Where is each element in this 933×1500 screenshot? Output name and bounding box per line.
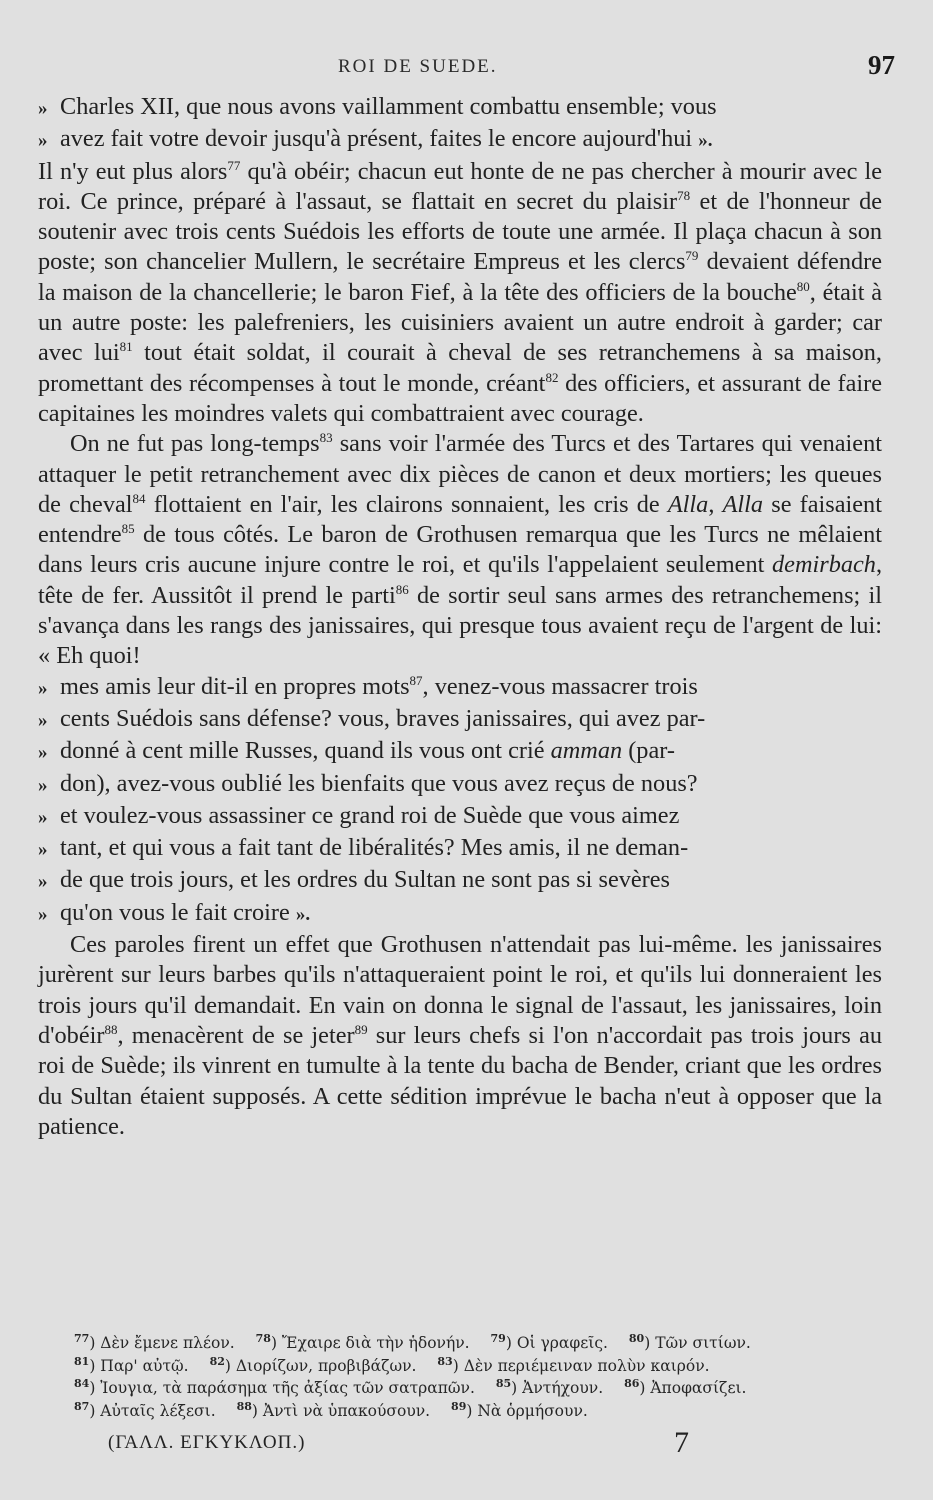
footnote-ref: 77 bbox=[227, 157, 241, 173]
quote-mark: » bbox=[38, 742, 48, 764]
quote-mark: ». bbox=[698, 130, 713, 152]
footnote: $^{79}$) Οἱ γραφεῖς. bbox=[490, 1332, 608, 1352]
footnote-line bbox=[74, 1377, 864, 1400]
footnote-ref: 88 bbox=[104, 1021, 118, 1037]
footnote: $^{85}$) Ἀντήχουν. bbox=[495, 1377, 604, 1397]
footnote-ref: 89 bbox=[354, 1021, 368, 1037]
footnote-ref: 85 bbox=[121, 521, 135, 537]
footnote-ref: 87 bbox=[409, 672, 423, 688]
quote-mark: ». bbox=[295, 903, 311, 925]
paragraph-3: Ces paroles firent un effet que Grothusen n'attendait pas lui-même. les janissaires jurèrent sur leurs barbes qu'ils n'attaqueraient point le roi, et qu'ils lui donneraient les trois jours qu'il demandait. En vain on donna le signal de l'assaut, les janissaires, loin d'obéir$^{88}$, menacèrent de se jeter$^{89}$ sur leurs chefs si l'on n'accordait pas trois jours au roi de Suède; ils vinrent en tumulte à la tente du bacha de Bender, criant que les ordres du Sultan étaient supposés. A cette sédition imprévue le bacha n'eut à opposer que la patience. bbox=[38, 931, 882, 1140]
quote-mark: » bbox=[38, 677, 48, 699]
footnote: $^{83}$) Δὲν περιέμειναν πολὺν καιρόν. bbox=[437, 1354, 710, 1375]
footnote: $^{87}$) Αὐταῖς λέξεσι. bbox=[74, 1399, 216, 1420]
footnote-ref: 83 bbox=[319, 430, 333, 446]
footnote: $^{78}$) Ἔχαιρε διὰ τὴν ἡδονήν. bbox=[255, 1332, 470, 1352]
footnote: $^{86}$) Ἀποφασίζει. bbox=[624, 1377, 747, 1397]
footnote: $^{84}$) Ἰουγια, τὰ παράσημα τῆς ἀξίας τῶν σατραπῶν. bbox=[74, 1377, 475, 1397]
footnote-ref: 80 bbox=[796, 278, 810, 294]
quote-mark: » bbox=[38, 130, 48, 152]
quote-mark: » bbox=[38, 806, 48, 828]
paragraph-2: On ne fut pas long-temps$^{83}$ sans voir l'armée des Turcs et des Tartares qui venaient attaquer le petit retranchement avec dix pièces de canon et deux mortiers; les queues de cheval$^{84}$ flottaient en l'air, les clairons sonnaient, les cris de Alla, Alla se faisaient entendre$^{85}$ de tous côtés. Le baron de Grothusen remarqua que les Turcs ne mêlaient dans leurs cris aucune injure contre le roi, et qu'ils l'appelaient seulement demirbach, tête de fer. Aussitôt il prend le parti$^{86}$ de sortir seul sans armes des retranchemens; il s'avança dans les rangs des janissaires, qui presque tous avaient reçu de l'argent de lui: « Eh quoi! » mes amis leur dit-il en propres mots$^{87}$, venez-vous massacrer trois » cents Suédois sans défense? vous, braves janissaires, qui avez par- » donné à cent mille Russes, quand ils vous ont crié amman (par- » don), avez-vous oublié les bienfaits que vous avez reçus de nous? » et voulez-vous assassiner ce grand roi de Suède que vous aimez » tant, et qui vous a fait tant de libéralités? Mes amis, il ne deman- » de que trois jours, et les ordres du Sultan ne sont pas si sevères » qu'on vous le fait croire ». bbox=[38, 429, 882, 930]
running-title: ROI DE SUEDE. bbox=[338, 56, 498, 77]
footnote: $^{81}$) Παρ' αὐτῷ. bbox=[74, 1354, 189, 1375]
quote-mark: » bbox=[38, 903, 48, 925]
footnote: $^{89}$) Νὰ ὁρμήσουν. bbox=[451, 1399, 588, 1420]
footnote-ref: 86 bbox=[395, 581, 409, 597]
footnote: $^{80}$) Τῶν σιτίων. bbox=[628, 1332, 751, 1352]
footnote-ref: 82 bbox=[545, 369, 559, 385]
quote-mark: » bbox=[38, 871, 48, 893]
footnote: $^{88}$) Ἀντὶ νὰ ὑπακούσουν. bbox=[236, 1399, 431, 1420]
main-text bbox=[38, 92, 882, 1142]
quote-mark: » bbox=[38, 709, 48, 731]
footnote-line bbox=[74, 1355, 864, 1378]
quote-mark: » bbox=[38, 98, 48, 119]
paragraph-1: » Charles XII, que nous avons vaillamment combattu ensemble; vous » avez fait votre devoir jusqu'à présent, faites le encore aujourd'hui ». Il n'y eut plus alors$^{77}$ qu'à obéir; chacun eut honte de ne pas chercher à mourir avec le roi. Ce prince, préparé à l'assaut, se flattait en secret du plaisir$^{78}$ et de l'honneur de soutenir avec trois cents Suédois les efforts de toute une armée. Il plaça chacun à son poste; son chancelier Mullern, le secrétaire Empreus et les clercs$^{79}$ devaient défendre la maison de la chancellerie; le baron Fief, à la tête des officiers de la bouche$^{80}$, était à un autre poste: les palefreniers, les cuisiniers avaient un autre endroit à garder; car avec lui$^{81}$ tout était soldat, il courait à cheval de ses retranchemens à sa maison, promettant des récompenses à tout le monde, créant$^{82}$ des officiers, et assurant de faire capitaines les moindres valets qui combattraient avec courage. bbox=[38, 93, 883, 427]
footnote-ref: 81 bbox=[119, 339, 133, 355]
footnote: $^{82}$) Διορίζων, προβιβάζων. bbox=[209, 1354, 417, 1375]
quote-mark: » bbox=[38, 839, 48, 861]
signature-mark: 7 bbox=[674, 1426, 689, 1459]
footnote-line bbox=[74, 1332, 864, 1355]
quote-mark: » bbox=[38, 774, 48, 796]
footnote-ref: 78 bbox=[677, 187, 691, 203]
page-number: 97 bbox=[868, 50, 895, 80]
footnotes bbox=[74, 1332, 864, 1422]
footnote: $^{77}$) Δὲν ἔμενε πλέον. bbox=[74, 1332, 235, 1352]
footnote-line bbox=[74, 1400, 864, 1423]
footnote-ref: 84 bbox=[132, 490, 146, 506]
printer-signature: (ΓΑΛΛ. ΕΓΚΥΚΛΟΠ.) bbox=[108, 1432, 306, 1453]
footnote-ref: 79 bbox=[685, 248, 699, 264]
running-head bbox=[0, 50, 933, 88]
